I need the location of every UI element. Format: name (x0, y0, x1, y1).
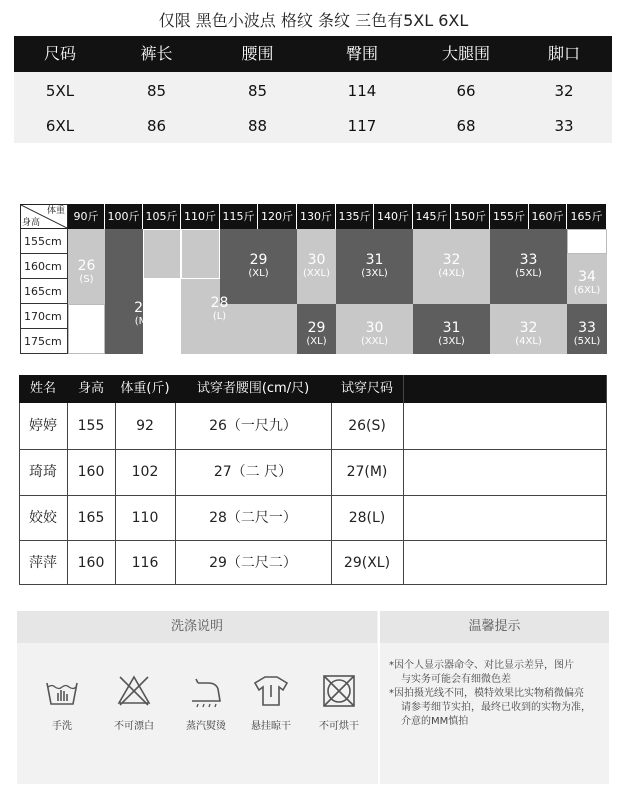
care-label: 蒸汽熨烫 (186, 721, 226, 732)
size-block-l (181, 229, 220, 279)
table-cell: 110 (131, 510, 159, 526)
no-tumble-dry-icon (321, 673, 357, 709)
table-cell: 92 (136, 418, 154, 434)
tryon-table (19, 375, 607, 585)
care-label: 悬挂晾干 (251, 721, 291, 732)
weight-header: 100斤 (105, 204, 143, 229)
header-cell: 体重(斤) (115, 375, 175, 403)
table-cell: 29（二尺二） (209, 555, 297, 571)
height-label: 160cm (20, 254, 68, 279)
note-line: 介意的MM慎拍 (401, 716, 469, 727)
table-cell: 26(S) (348, 418, 386, 434)
table-cell: 姣姣 (29, 510, 57, 526)
weight-header: 130斤 (297, 204, 336, 229)
weight-header: 90斤 (68, 204, 105, 229)
table-cell: 66 (456, 82, 476, 100)
table-cell: 88 (247, 117, 268, 135)
size-label: 31 (3XL) (361, 252, 388, 280)
note-line: 请参考细节实拍，最终已收到的实物为准， (401, 702, 591, 713)
hang-dry-icon (253, 673, 289, 709)
height-label: 155cm (20, 229, 68, 254)
table-cell: 27(M) (346, 464, 388, 480)
table-cell: 117 (347, 117, 377, 135)
steam-iron-icon (188, 673, 224, 709)
note-line: *因拍摄光线不同，模特效果比实物稍微偏亮 (389, 688, 584, 699)
table-cell: 29(XL) (343, 555, 391, 571)
table-cell: 85 (146, 82, 167, 100)
table-cell: 116 (131, 555, 159, 571)
weight-header: 150斤 (451, 204, 490, 229)
divider (403, 375, 404, 585)
table-cell: 27（二 尺） (213, 464, 293, 480)
header-cell: 腰围 (241, 44, 274, 63)
size-recommendation-chart (20, 204, 607, 354)
empty-block (567, 229, 607, 254)
table-cell: 155 (77, 418, 105, 434)
note-line: *因个人显示器命令、对比显示差异，图片 (389, 660, 574, 671)
care-label: 不可漂白 (114, 721, 154, 732)
care-label: 手洗 (52, 721, 72, 732)
table-cell: 26（一尺九） (209, 418, 297, 434)
weight-header: 140斤 (374, 204, 413, 229)
size-label: 30 (XXL) (302, 252, 331, 280)
header-cell: 脚口 (547, 44, 580, 63)
size-block-m (105, 229, 143, 354)
weight-header: 160斤 (529, 204, 567, 229)
table-cell: 68 (456, 117, 476, 135)
tips-notes (389, 659, 605, 729)
page-title: 仅限 黑色小波点 格纹 条纹 三色有5XL 6XL (158, 11, 469, 30)
table-cell: 86 (146, 117, 167, 135)
table-cell: 114 (347, 82, 377, 100)
size-table (14, 36, 612, 143)
weight-header: 105斤 (143, 204, 181, 229)
weight-header: 120斤 (258, 204, 297, 229)
size-label: 26 (S) (77, 258, 96, 286)
table-cell: 85 (247, 82, 268, 100)
table-cell: 28(L) (348, 510, 386, 526)
size-block-m-light (143, 229, 181, 279)
size-label: 34 (6XL) (573, 269, 601, 297)
header-cell: 姓名 (19, 375, 67, 403)
corner-height-label: 身高 (22, 218, 41, 228)
corner-weight-label: 体重 (46, 206, 65, 216)
table-cell: 160 (77, 555, 105, 571)
empty-block (68, 304, 105, 354)
weight-header: 110斤 (181, 204, 220, 229)
table-cell: 6XL (45, 117, 75, 135)
header-cell: 身高 (67, 375, 115, 403)
table-cell: 28（二尺一） (209, 510, 297, 526)
table-cell: 萍萍 (29, 555, 57, 571)
header-cell: 裤长 (140, 44, 173, 63)
size-label: 27 (M) (134, 300, 152, 328)
size-label: 28 (L) (210, 295, 229, 323)
care-instructions-panel (17, 611, 609, 784)
weight-header: 115斤 (220, 204, 258, 229)
no-bleach-icon (116, 673, 152, 709)
size-label: 31 (3XL) (438, 320, 465, 348)
divider (606, 375, 607, 585)
weight-header: 145斤 (413, 204, 451, 229)
tips-title: 温馨提示 (380, 611, 609, 643)
care-label: 不可烘干 (319, 721, 359, 732)
header-cell: 试穿者腰围(cm/尺) (175, 375, 331, 403)
weight-header: 165斤 (567, 204, 607, 229)
size-label: 30 (XXL) (360, 320, 389, 348)
header-cell: 尺码 (43, 44, 76, 63)
size-label: 32 (4XL) (515, 320, 542, 348)
weight-header: 155斤 (490, 204, 529, 229)
weight-header: 135斤 (336, 204, 374, 229)
table-cell: 102 (131, 464, 159, 480)
size-label: 33 (5XL) (515, 252, 542, 280)
header-cell: 试穿尺码 (331, 375, 403, 403)
height-label: 165cm (20, 279, 68, 304)
table-cell: 32 (554, 82, 574, 100)
height-label: 170cm (20, 304, 68, 329)
hand-wash-icon (44, 673, 80, 709)
divider (378, 611, 380, 784)
header-cell: 大腿围 (441, 44, 490, 63)
height-label: 175cm (20, 329, 68, 354)
table-cell: 165 (77, 510, 105, 526)
size-table-header (14, 36, 612, 72)
note-line: 与实务可能会有细微色差 (401, 674, 511, 685)
header-cell: 臀围 (345, 44, 378, 63)
table-cell: 琦琦 (29, 464, 57, 480)
chart-corner (20, 204, 68, 229)
table-cell: 160 (77, 464, 105, 480)
table-cell: 33 (554, 117, 574, 135)
size-label: 32 (4XL) (438, 252, 465, 280)
table-cell: 5XL (45, 82, 75, 100)
table-cell: 婷婷 (29, 418, 57, 434)
size-label: 33 (5XL) (573, 320, 601, 348)
size-label: 29 (XL) (306, 320, 327, 348)
wash-instructions-title: 洗涤说明 (17, 611, 377, 643)
size-label: 29 (XL) (248, 252, 269, 280)
